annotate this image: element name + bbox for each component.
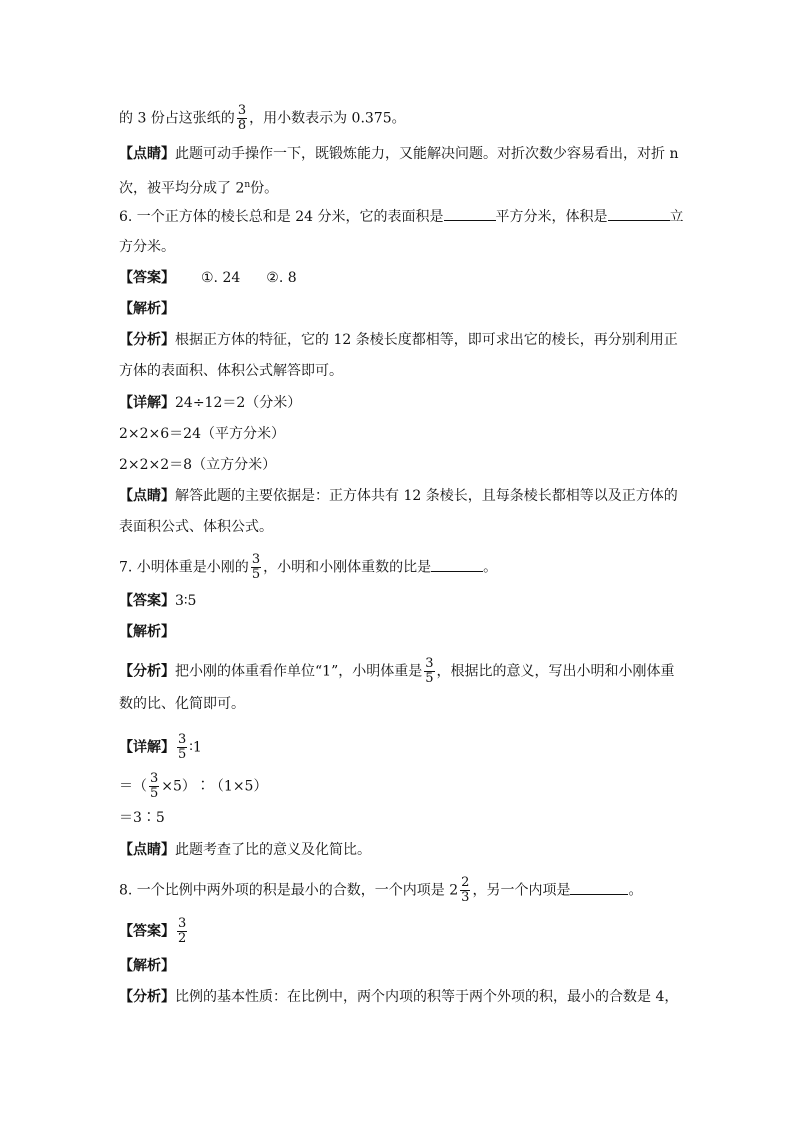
text-line: 表面积公式、体积公式。 xyxy=(119,519,273,535)
fraction xyxy=(149,772,159,801)
numerator: 3 xyxy=(425,656,434,671)
numerator: 3 xyxy=(251,552,261,567)
numerator: 3 xyxy=(237,103,247,118)
text: ＝（ xyxy=(119,778,147,795)
section-tag: 【分析】 xyxy=(119,989,175,1005)
text: 。 xyxy=(628,882,643,899)
section-tag: 【答案】 xyxy=(119,593,175,609)
fraction xyxy=(237,104,247,133)
text: 比例的基本性质：在比例中，两个内项的积等于两个外项的积，最小的合数是 4， xyxy=(175,989,679,1005)
text: ×5）∶（1×5） xyxy=(161,778,268,795)
section-tag: 【答案】 xyxy=(119,923,175,940)
text: 解答此题的主要依据是：正方体共有 12 条棱长，且每条棱长都相等以及正方体的 xyxy=(175,488,678,504)
text: 份。 xyxy=(250,180,279,197)
question-7 xyxy=(119,553,694,582)
numerator: 3 xyxy=(178,916,187,931)
section-tag: 【答案】 xyxy=(119,270,175,286)
section-tag: 【分析】 xyxy=(119,663,175,680)
text-line xyxy=(119,987,694,1007)
text: 24÷12＝2（分米） xyxy=(175,395,302,411)
fraction xyxy=(460,876,470,905)
fraction xyxy=(424,657,434,686)
text: 次，被平均分成了 2 xyxy=(119,180,245,197)
section-tag: 【解析】 xyxy=(119,958,175,974)
text: 。 xyxy=(483,559,498,576)
text: 立 xyxy=(669,209,684,225)
section-tag: 【点睛】 xyxy=(119,146,175,162)
text: 此题考查了比的意义及化简比。 xyxy=(175,842,371,858)
answer-blank xyxy=(444,206,496,221)
text: ，另一个内项是 xyxy=(472,882,571,899)
denominator: 8 xyxy=(237,118,247,133)
numerator: 3 xyxy=(150,771,159,786)
answer-blank xyxy=(570,880,628,895)
fraction xyxy=(177,917,187,946)
denominator: 5 xyxy=(150,786,159,801)
text: 把小刚的体重看作单位“1”，小明体重是 xyxy=(175,663,423,680)
text: 6. 一个正方体的棱长总和是 24 分米，它的表面积是 xyxy=(119,209,444,225)
section-tag: 【解析】 xyxy=(119,624,175,640)
text-line: 2×2×6＝24（平方分米） xyxy=(119,426,285,442)
superscript: n xyxy=(244,180,251,190)
answer-line xyxy=(119,917,694,946)
answer-value: ②. 8 xyxy=(266,270,297,286)
text-line xyxy=(119,486,694,506)
answer-value: 3∶5 xyxy=(175,593,197,609)
text-line: 方分米。 xyxy=(119,239,175,255)
denominator: 5 xyxy=(251,567,261,582)
section-tag: 【点睛】 xyxy=(119,842,175,858)
section-tag: 【详解】 xyxy=(119,395,175,411)
text-line xyxy=(119,840,694,860)
text-line xyxy=(119,330,694,350)
numerator: 3 xyxy=(178,732,187,747)
text-line xyxy=(119,393,694,413)
text-line: 方体的表面积、体积公式解答即可。 xyxy=(119,363,343,379)
denominator: 5 xyxy=(425,671,434,686)
text-line xyxy=(119,657,694,686)
text-line xyxy=(119,144,694,164)
answer-line xyxy=(119,591,694,611)
text: 7. 小明体重是小刚的 xyxy=(119,559,249,576)
question-6 xyxy=(119,206,694,227)
text: ∶1 xyxy=(189,739,202,756)
text-line xyxy=(119,175,694,199)
denominator: 5 xyxy=(178,747,187,762)
section-tag: 【详解】 xyxy=(119,739,175,756)
answer-line xyxy=(119,268,694,288)
text: ，用小数表示为 0.375。 xyxy=(249,110,406,127)
text-line: ＝3∶5 xyxy=(119,810,165,826)
text: 此题可动手操作一下，既锻炼能力，又能解决问题。对折次数少容易看出，对折 n xyxy=(175,146,679,162)
fraction xyxy=(177,733,187,762)
text: 平方分米，体积是 xyxy=(495,209,608,225)
text-line xyxy=(119,104,694,133)
text: 8. 一个比例中两外项的积是最小的合数，一个内项是 2 xyxy=(119,882,459,899)
answer-value: ①. 24 xyxy=(201,270,241,286)
numerator: 2 xyxy=(461,875,470,890)
text: 根据正方体的特征，它的 12 条棱长度都相等，即可求出它的棱长，再分别利用正 xyxy=(175,332,678,348)
denominator: 3 xyxy=(461,890,470,905)
fraction xyxy=(251,553,261,582)
denominator: 2 xyxy=(178,931,187,946)
text: 的 3 份占这张纸的 xyxy=(119,110,235,127)
text-line: 2×2×2＝8（立方分米） xyxy=(119,457,277,473)
answer-blank xyxy=(608,206,670,221)
text: ，小明和小刚体重数的比是 xyxy=(263,559,432,576)
text-line xyxy=(119,772,694,801)
answer-blank xyxy=(431,557,483,572)
section-tag: 【分析】 xyxy=(119,332,175,348)
section-tag: 【解析】 xyxy=(119,301,175,317)
section-tag: 【点睛】 xyxy=(119,488,175,504)
text-line: 数的比、化简即可。 xyxy=(119,696,245,712)
text-line xyxy=(119,733,694,762)
text: ，根据比的意义，写出小明和小刚体重 xyxy=(436,663,675,680)
question-8 xyxy=(119,876,694,905)
